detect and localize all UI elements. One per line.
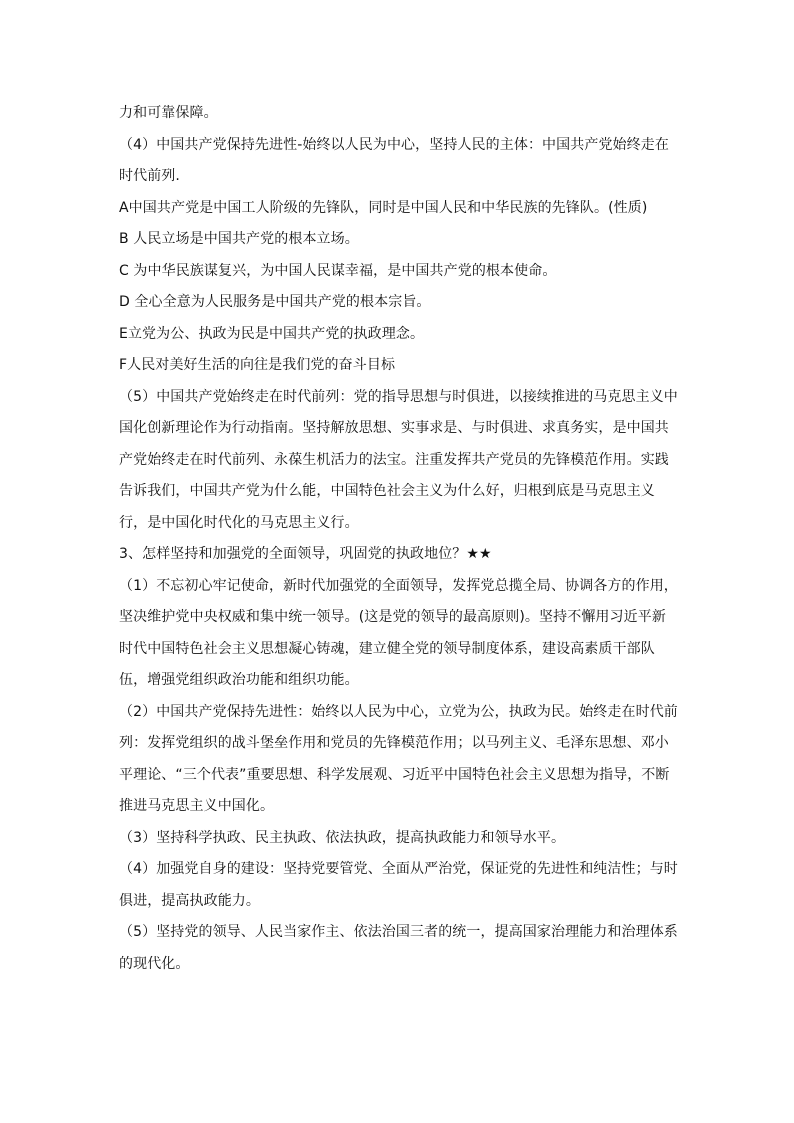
answer-point-1: （1）不忘初心牢记使命，新时代加强党的全面领导，发挥党总揽全局、协调各方的作用，坚决维护党中央权威和集中统一领导。(这是党的领导的最高原则)。坚持不懈用习近平新时代中国特色社会主义思想凝心铸魂，建立健全党的领导制度体系，建设高素质干部队伍，增强党组织政治功能和组织功能。 <box>119 577 678 688</box>
question-heading-3: 3、怎样坚持和加强党的全面领导，巩固党的执政地位？★★ <box>119 546 492 562</box>
document-body <box>119 98 679 980</box>
paragraph-item-c: C 为中华民族谋复兴，为中国人民谋幸福，是中国共产党的根本使命。 <box>119 262 557 279</box>
answer-point-5: （5）坚持党的领导、人民当家作主、依法治国三者的统一，提高国家治理能力和治理体系的现代化。 <box>119 924 678 972</box>
paragraph-item-d: D 全心全意为人民服务是中国共产党的根本宗旨。 <box>119 294 431 310</box>
paragraph-item-b: B 人民立场是中国共产党的根本立场。 <box>119 231 359 247</box>
paragraph-item-a: A中国共产党是中国工人阶级的先锋队，同时是中国人民和中华民族的先锋队。(性质) <box>119 199 648 216</box>
answer-point-4: （4）加强党自身的建设：坚持党要管党、全面从严治党，保证党的先进性和纯洁性；与时俱进，提高执政能力。 <box>119 861 678 909</box>
paragraph-item-f: F人民对美好生活的向往是我们党的奋斗目标 <box>119 357 396 373</box>
answer-point-2: （2）中国共产党保持先进性：始终以人民为中心，立党为公，执政为民。始终走在时代前列：发挥党组织的战斗堡垒作用和党员的先锋模范作用；以马列主义、毛泽东思想、邓小平理论、“三个代表”重要思想、科学发展观、习近平中国特色社会主义思想为指导，不断推进马克思主义中国化。 <box>119 703 678 814</box>
paragraph-item-e: E立党为公、执政为民是中国共产党的执政理念。 <box>119 325 425 342</box>
paragraph-point-4: （4）中国共产党保持先进性-始终以人民为中心，坚持人民的主体：中国共产党始终走在时代前列. <box>119 136 669 184</box>
answer-point-3: （3）坚持科学执政、民主执政、依法执政，提高执政能力和领导水平。 <box>119 829 566 846</box>
paragraph-point-5: （5）中国共产党始终走在时代前列：党的指导思想与时俱进，以接续推进的马克思主义中国化创新理论作为行动指南。坚持解放思想、实事求是、与时俱进、求真务实，是中国共产党始终走在时代前列、永葆生机活力的法宝。注重发挥共产党员的先锋模范作用。实践告诉我们，中国共产党为什么能，中国特色社会主义为什么好，归根到底是马克思主义行，是中国化时代化的马克思主义行。 <box>119 388 678 531</box>
paragraph-continuation: 力和可靠保障。 <box>119 105 218 121</box>
